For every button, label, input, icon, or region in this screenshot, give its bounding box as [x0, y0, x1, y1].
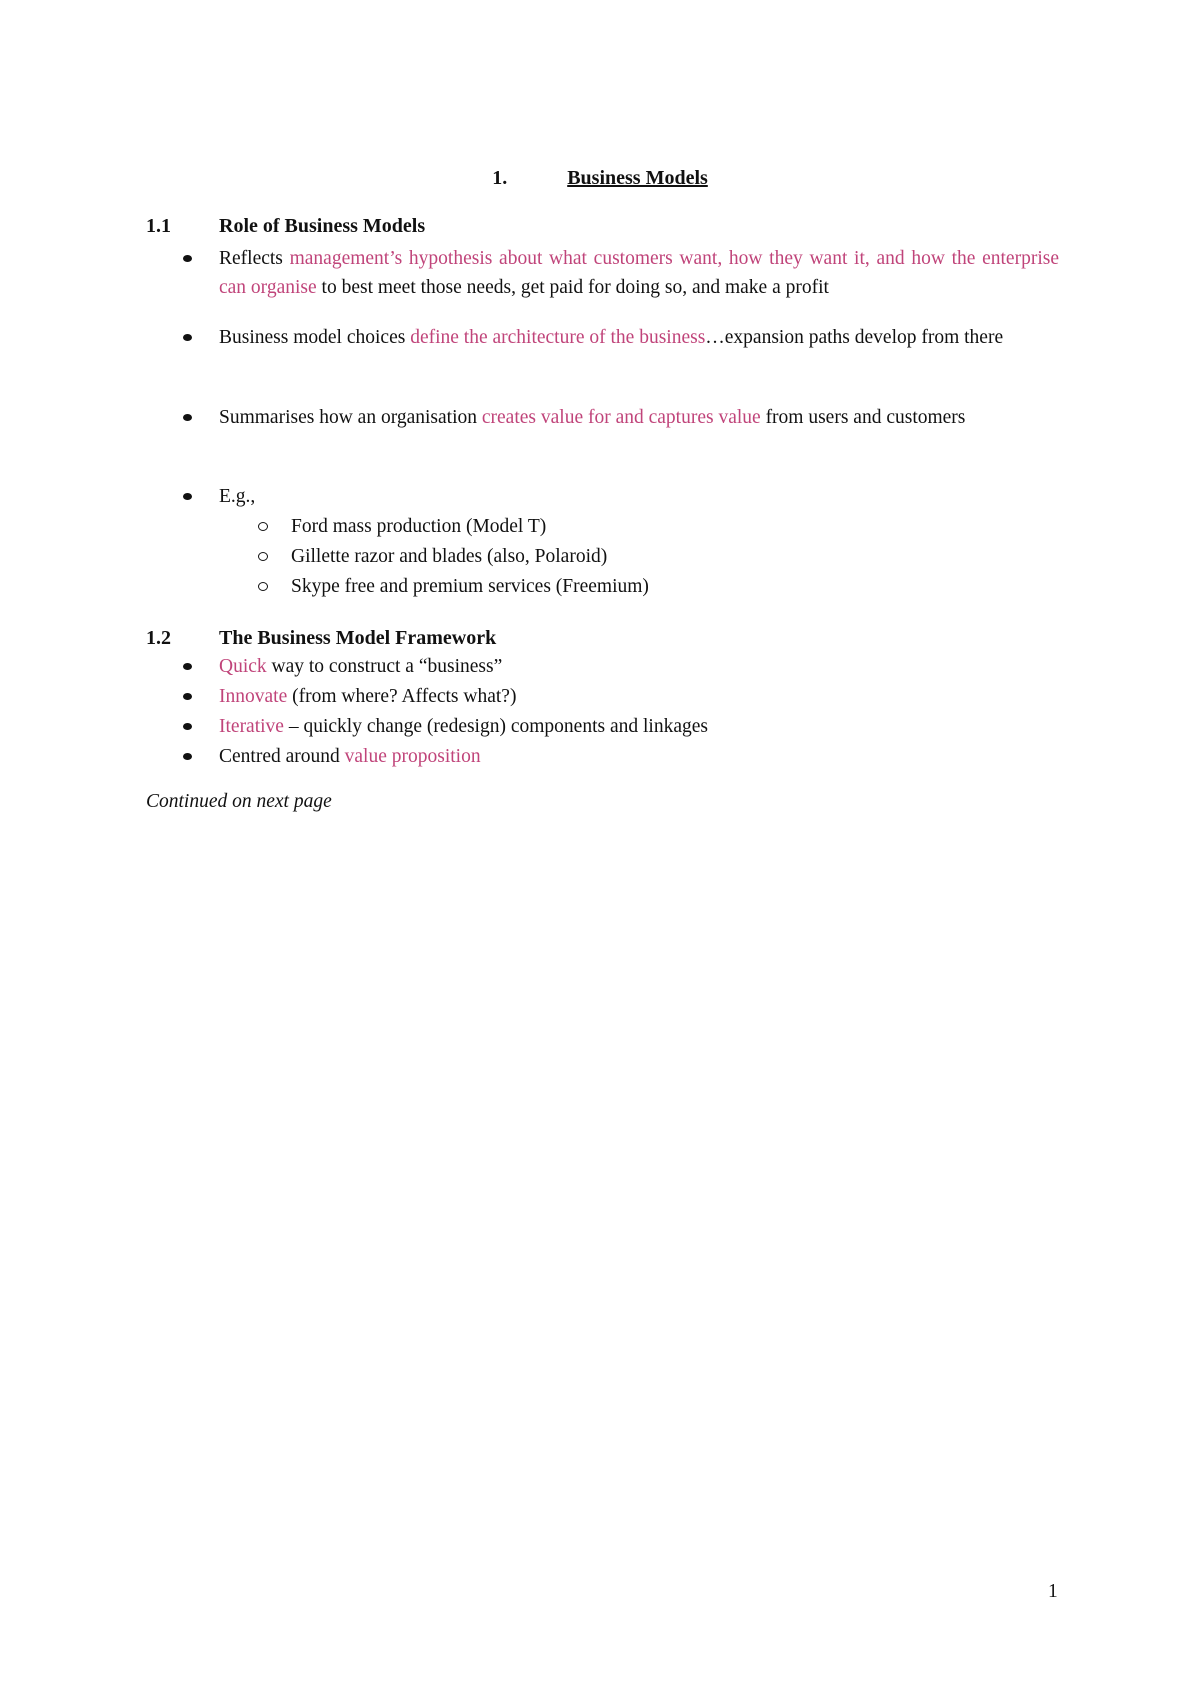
- highlighted-text: Innovate: [219, 686, 288, 707]
- bullet-text: Centred around: [219, 746, 345, 767]
- list-item-eg: [219, 482, 1059, 511]
- title-text: Business Models: [567, 167, 708, 189]
- section-number: 1.2: [146, 627, 171, 649]
- sub-list-item: [291, 512, 546, 541]
- bullet-text: to best meet those needs, get paid for doing so, and make a profit: [316, 277, 829, 298]
- bullet-text: Summarises how an organisation: [219, 407, 482, 428]
- bullet-text: Business model choices: [219, 327, 411, 348]
- page-number: 1: [1048, 1581, 1058, 1602]
- highlighted-text: creates value for and captures value: [481, 407, 761, 428]
- list-item-quick: [219, 652, 1059, 681]
- highlighted-text: define the architecture of the business: [410, 327, 706, 348]
- section-heading-1-1: [146, 214, 425, 238]
- section-number: 1.1: [146, 215, 171, 237]
- list-item-centred-around: [219, 742, 1059, 771]
- highlighted-text: Quick: [219, 656, 267, 677]
- section-heading-1-2: [146, 626, 496, 650]
- sub-list-item: [291, 572, 649, 601]
- list-item-innovate: [219, 682, 1059, 711]
- bullet-text: …expansion paths develop from there: [705, 327, 1004, 348]
- sub-item-text: Skype free and premium services (Freemium): [291, 576, 649, 597]
- list-item-summarises: [219, 403, 1059, 432]
- bullet-text: (from where? Affects what?): [287, 686, 517, 707]
- list-item-iterative: [219, 712, 1059, 741]
- list-item-business-model-choices: [219, 323, 1059, 352]
- sub-item-text: Ford mass production (Model T): [291, 516, 547, 537]
- highlighted-text: management’s hypothesis about what customers want, how they want it, and how the enterprise can organise: [219, 248, 1059, 298]
- section-title: The Business Model Framework: [219, 627, 497, 649]
- page-title: [0, 166, 1200, 190]
- sub-list-item: [291, 542, 607, 571]
- continued-note: Continued on next page: [146, 791, 332, 812]
- bullet-text: E.g.,: [219, 486, 256, 507]
- sub-item-text: Gillette razor and blades (also, Polaroid): [291, 546, 608, 567]
- bullet-text: way to construct a “business”: [266, 656, 503, 677]
- bullet-text: from users and customers: [760, 407, 966, 428]
- title-number: 1.: [492, 167, 508, 189]
- section-title: Role of Business Models: [219, 215, 426, 237]
- highlighted-text: value proposition: [344, 746, 481, 767]
- highlighted-text: Iterative: [219, 716, 284, 737]
- bullet-text: Reflects: [219, 248, 290, 269]
- bullet-text: – quickly change (redesign) components and linkages: [283, 716, 708, 737]
- list-item-reflects: [219, 244, 1059, 302]
